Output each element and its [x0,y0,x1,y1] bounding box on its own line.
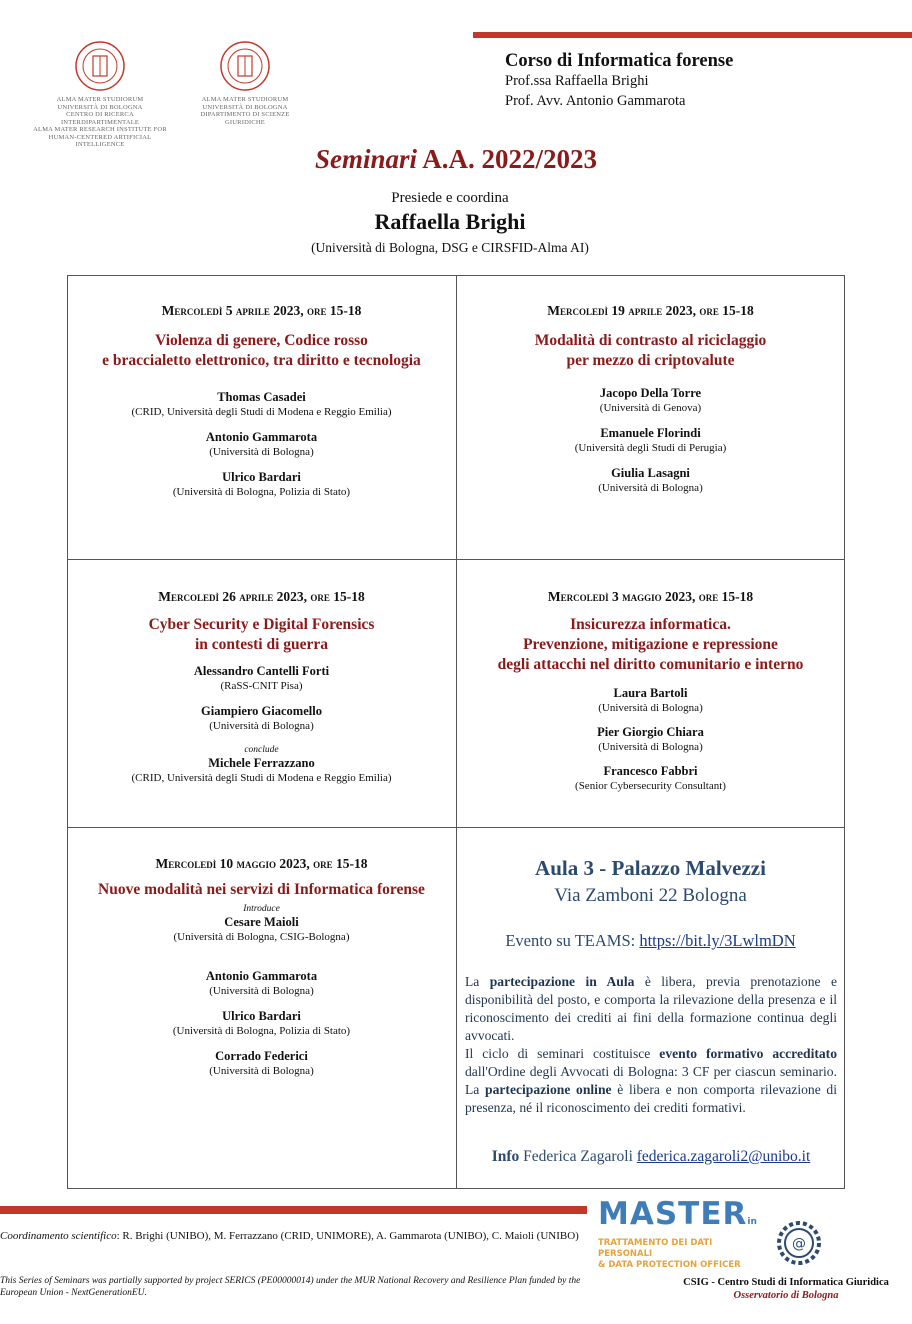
speaker-name: Jacopo Della Torre [599,386,702,400]
speaker [67,469,456,499]
logo-line: ALMA MATER STUDIORUM [201,96,289,103]
topic-line: Cyber Security e Digital Forensics [148,616,375,633]
introduce-label: Introduce [243,904,280,914]
speaker-affiliation: (Università di Bologna) [598,741,703,753]
topic-line: in contesti di guerra [194,636,329,653]
seminar-date: Mercoledì 10 maggio 2023, ore 15-18 [155,856,368,871]
speaker-affiliation: (Università di Bologna) [209,720,314,732]
seminar-card [456,303,845,495]
seminar-card [67,589,456,785]
title-italic: Seminari [314,144,417,174]
speaker-affiliation: (Università di Bologna, CSIG-Bologna) [173,931,350,943]
info-label: Info [491,1148,520,1165]
master-subtitle: TRATTAMENTO DEI DATI PERSONALI [598,1238,713,1259]
topic-line: Prevenzione, mitigazione e repressione [523,636,778,653]
seminar-card [456,589,845,793]
speaker [456,425,845,455]
grid-divider [67,559,845,560]
master-title [598,1198,766,1238]
text-fragment: è libera e non comporta rilevazione di presenza, né il riconoscimento dei crediti formativi. [465,1082,837,1115]
csig-name: CSIG - Centro Studi di Informatica Giuridica [683,1277,889,1288]
speaker-affiliation: (CRID, Università degli Studi di Modena e Reggio Emilia) [131,406,392,418]
speaker-name: Cesare Maioli [224,915,299,929]
speaker [67,663,456,693]
speaker-name: Giampiero Giacomello [201,704,322,718]
topic-line: Nuove modalità nei servizi di Informatica forense [98,881,425,898]
seminar-date: Mercoledì 3 maggio 2023, ore 15-18 [547,589,754,604]
speaker-name: Corrado Federici [215,1049,308,1063]
speaker-affiliation: (Università di Bologna) [598,482,703,494]
topic-line: Insicurezza informatica. [570,616,731,633]
seminar-topic [67,615,456,655]
introducing-speaker [67,904,456,944]
speaker-affiliation: (Università di Genova) [599,402,702,414]
chair-name: Raffaella Brighi [374,209,526,234]
master-subtitle: & DATA PROTECTION OFFICER [598,1260,741,1270]
topic-line: Modalità di contrasto al riciclaggio [534,332,767,349]
logo-line: HUMAN-CENTERED ARTIFICIAL INTELLIGENCE [48,133,152,148]
speaker-affiliation: (RaSS-CNIT Pisa) [220,680,303,692]
teams-link[interactable]: https://bit.ly/3LwlmDN [639,931,796,950]
speaker-affiliation: (Università degli Studi di Perugia) [574,442,727,454]
seminar-topic [456,615,845,675]
teams-line [456,931,845,951]
seminar-topic [67,331,456,371]
master-logo [598,1198,766,1271]
speaker-name: Emanuele Florindi [600,426,701,440]
coordination-note [0,1229,590,1243]
speaker-name: Laura Bartoli [613,686,688,700]
svg-text:@: @ [792,1236,806,1252]
seminar-date: Mercoledì 5 aprile 2023, ore 15-18 [161,303,362,318]
speaker-affiliation: (CRID, Università degli Studi di Modena e Reggio Emilia) [131,772,392,784]
topic-line: degli attacchi nel diritto comunitario e interno [497,656,804,673]
speaker-name: Giulia Lasagni [611,466,690,480]
csig-observatory: Osservatorio di Bologna [733,1290,839,1301]
info-name: Federica Zagaroli [519,1148,637,1165]
speaker-name: Antonio Gammarota [205,969,318,983]
venue-card [456,856,845,951]
grid-divider [67,827,845,828]
venue-name: Aula 3 - Palazzo Malvezzi [535,856,766,880]
speaker-name: Alessandro Cantelli Forti [193,664,330,678]
seminar-date: Mercoledì 26 aprile 2023, ore 15-18 [158,589,365,604]
info-email-link[interactable]: federica.zagaroli2@unibo.it [636,1148,811,1165]
course-header [505,50,733,111]
presiede-label: Presiede e coordina [391,190,509,206]
info-line [465,1148,837,1166]
speaker-name: Ulrico Bardari [222,1009,301,1023]
participation-text [465,973,837,1117]
speaker [67,968,456,998]
speaker-affiliation: (Università di Bologna) [209,1065,314,1077]
teams-label: Evento su TEAMS: [505,931,640,950]
logo-line: UNIVERSITÀ DI BOLOGNA [202,103,288,111]
logo-alma-ai [30,40,170,149]
speaker [456,763,845,793]
title-rest: A.A. 2022/2023 [417,144,598,174]
seminar-card [67,856,456,1078]
chair-affiliation: (Università di Bologna, DSG e CIRSFID-Alma AI) [311,240,589,255]
topic-line: e braccialetto elettronico, tra diritto e tecnologia [102,352,421,369]
speaker-name: Antonio Gammarota [205,430,318,444]
speaker-affiliation: (Università di Bologna) [209,985,314,997]
logo-line: DIPARTIMENTO DI SCIENZE GIURIDICHE [200,111,290,126]
text-bold: partecipazione in Aula [489,974,635,989]
course-prof: Prof. Avv. Antonio Gammarota [505,92,686,109]
page-title [0,144,912,175]
coord-label: Coordinamento scientifico [0,1230,117,1242]
speaker [456,724,845,754]
university-seal-icon [219,40,271,92]
funding-note: This Series of Seminars was partially supported by project SERICS (PE00000014) under the MUR National Recovery and Resilience Plan funded by the European Union - NextGenerationEU. [0,1276,581,1298]
top-accent-bar [473,32,912,38]
speaker [67,703,456,733]
seminar-card [67,303,456,499]
speaker-name: Thomas Casadei [217,390,306,404]
speaker-affiliation: (Università di Bologna, Polizia di Stato) [172,486,351,498]
logo-line: UNIVERSITÀ DI BOLOGNA [57,103,143,111]
speaker [67,1008,456,1038]
text-bold: evento formativo accreditato [659,1046,837,1061]
logo-line: CENTRO DI RICERCA INTERDIPARTIMENTALE [60,111,140,126]
speaker-name: Ulrico Bardari [222,470,301,484]
text-fragment: è libera, previa prenotazione e disponibilità del posto, e comporta la rilevazione della presenza e il riconoscimento dei crediti ai fini della formazione continua degli avvocati. [465,974,837,1043]
speaker-affiliation: (Università di Bologna, Polizia di Stato) [172,1025,351,1037]
concluding-speaker [67,745,456,785]
master-in: in [747,1217,757,1227]
course-prof: Prof.ssa Raffaella Brighi [505,73,649,89]
bottom-accent-bar [0,1206,587,1214]
text-fragment: Il ciclo di seminari costituisce [465,1046,660,1061]
text-fragment: dall'Ordine degli Avvocati di Bologna: 3 CF per ciascun seminario. La [465,1064,837,1097]
speaker [456,385,845,415]
logo-dsg [180,40,310,126]
seminar-date: Mercoledì 19 aprile 2023, ore 15-18 [547,303,754,318]
seminar-topic [67,880,456,900]
speaker-affiliation: (Università di Bologna) [209,446,314,458]
course-title: Corso di Informatica forense [505,51,734,71]
topic-line: per mezzo di criptovalute [566,352,735,369]
coord-text: : R. Brighi (UNIBO), M. Ferrazzano (CRID, UNIMORE), A. Gammarota (UNIBO), C. Maioli (UNIBO) [116,1230,579,1242]
conclude-label: conclude [244,745,279,755]
speaker-affiliation: (Università di Bologna) [598,702,703,714]
speaker-name: Michele Ferrazzano [208,756,315,770]
seminar-topic [456,331,845,371]
logo-line: ALMA MATER RESEARCH INSTITUTE FOR [33,126,167,133]
text-fragment: La [465,974,490,989]
speaker [456,685,845,715]
university-seal-icon [74,40,126,92]
speaker [67,389,456,419]
speaker-name: Pier Giorgio Chiara [597,725,704,739]
speaker [456,465,845,495]
speaker-affiliation: (Senior Cybersecurity Consultant) [575,780,726,792]
csig-gear-icon [776,1220,822,1266]
venue-address: Via Zamboni 22 Bologna [554,885,747,906]
text-bold: partecipazione online [485,1082,612,1097]
speaker [67,429,456,459]
csig-credit [670,1276,902,1302]
speaker-name: Francesco Fabbri [603,764,698,778]
master-word: MASTER [598,1196,748,1232]
speaker [67,1048,456,1078]
topic-line: Violenza di genere, Codice rosso [155,332,368,349]
logo-line: ALMA MATER STUDIORUM [56,96,144,103]
